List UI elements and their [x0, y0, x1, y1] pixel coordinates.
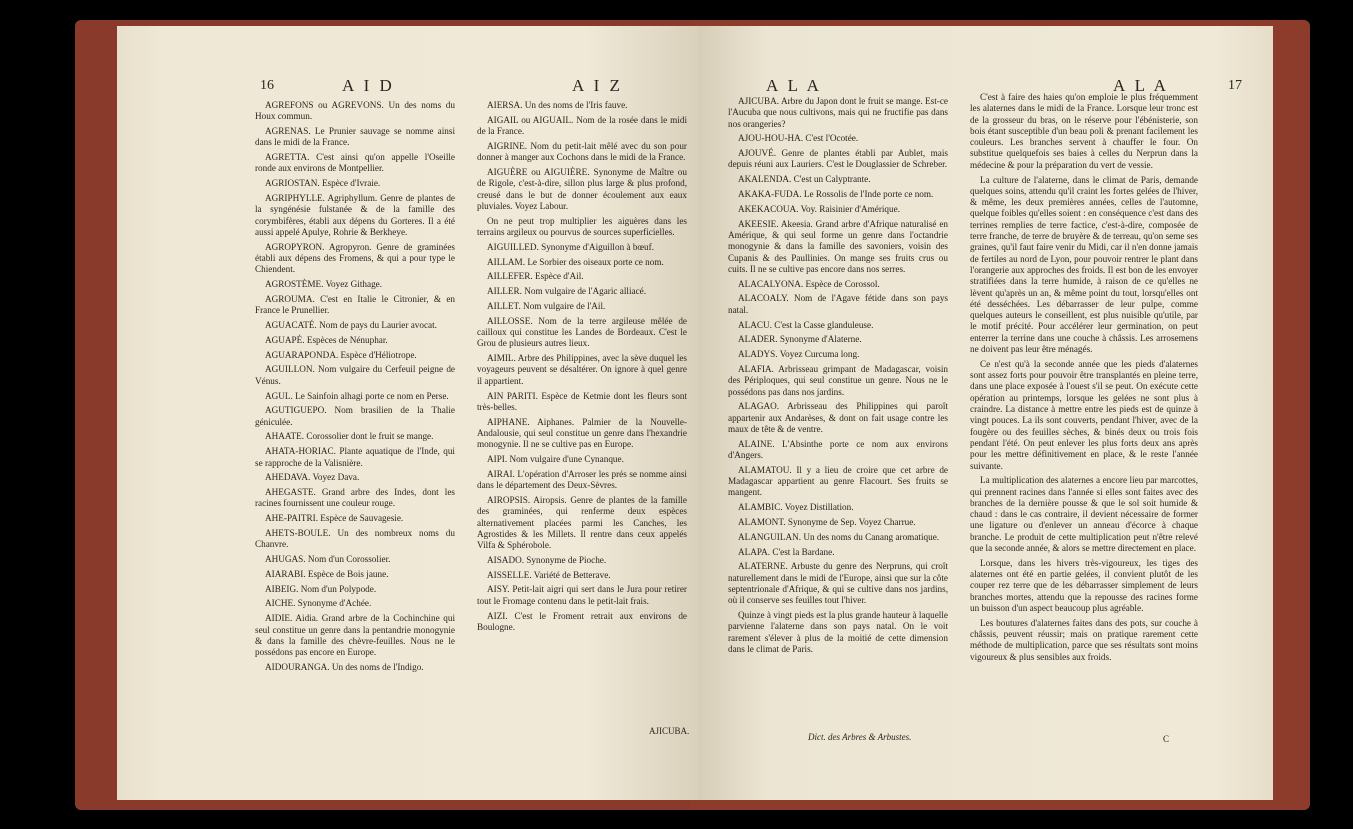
dictionary-entry: AILLOSSE. Nom de la terre argileuse mêlée de cailloux qui constitue les Landes de Bordeaux. C'est le Grou de plusieurs autres lieux. — [477, 315, 687, 349]
dictionary-entry: AHAATE. Corossolier dont le fruit se mange. — [265, 431, 434, 442]
left-page-column-2 — [477, 100, 687, 637]
dictionary-entry: AKALENDA. C'est un Calyptrante. — [738, 174, 871, 185]
dictionary-entry: AGUAPÉ. Espèces de Nénuphar. — [265, 334, 388, 345]
catchword: AJICUBA. — [649, 726, 690, 736]
dictionary-entry: AHUGAS. Nom d'un Corossolier. — [265, 554, 391, 565]
dictionary-entry: AHATA-HORIAC. Plante aquatique de l'Inde, qui se rapproche de la Valisnière. — [255, 446, 455, 468]
dictionary-entry: AIGUILLED. Synonyme d'Aiguillon à bœuf. — [487, 241, 655, 252]
signature-mark: C — [1163, 734, 1170, 744]
dictionary-entry: AISSELLE. Variété de Betterave. — [487, 569, 611, 580]
dictionary-entry: AGRIOSTAN. Espèce d'Ivraie. — [265, 178, 381, 189]
dictionary-entry: ALAINE. L'Absinthe porte ce nom aux environs d'Angers. — [728, 438, 948, 461]
dictionary-entry: AGUL. Le Sainfoin alhagi porte ce nom en Perse. — [265, 390, 449, 401]
dictionary-entry: ALAMBIC. Voyez Distillation. — [738, 502, 854, 513]
dictionary-entry: AGUILLON. Nom vulgaire du Cerfeuil peigne de Vénus. — [255, 364, 455, 386]
dictionary-entry: AGRETTA. C'est ainsi qu'on appelle l'Oseille ronde aux environs de Montpellier. — [255, 152, 455, 174]
dictionary-entry: AISY. Petit-lait aigri qui sert dans le Jura pour retirer tout le Fromage contenu dans le petit-lait frais. — [477, 584, 687, 606]
dictionary-entry: AISADO. Synonyme de Pioche. — [487, 554, 607, 565]
right-page-column-1 — [728, 96, 948, 659]
dictionary-entry: AGUARAPONDA. Espèce d'Héliotrope. — [265, 349, 417, 360]
dictionary-entry: AIDIE. Aidia. Grand arbre de la Cochinchine qui seul constitue un genre dans la pentandrie monogynie & dans la famille des chèvre-feuilles. Nous ne le possédons pas encore en Europe. — [255, 613, 455, 658]
dictionary-entry: AIPHANE. Aiphanes. Palmier de la Nouvelle-Andalousie, qui seul constitue un genre dans l'hexandrie monogynie. Il ne se cultive pas en Europe. — [477, 416, 687, 450]
running-head-left: A L A — [766, 76, 822, 95]
dictionary-entry: AILLER. Nom vulgaire de l'Agaric alliacé. — [487, 286, 647, 297]
dictionary-entry: AGROSTÈME. Voyez Githage. — [265, 279, 383, 290]
dictionary-entry: AICHE. Synonyme d'Achée. — [265, 598, 372, 609]
dictionary-entry: AGRIPHYLLE. Agriphyllum. Genre de plantes de la syngénésie fulstanée & de la famille des corymbifères, établi aux dépens du Gorteres. Il a été aussi appelé Apulye, Rohrie & Berkheye. — [255, 193, 455, 237]
dictionary-entry: ALADER. Synonyme d'Alaterne. — [738, 334, 862, 345]
dictionary-entry: ALAGAO. Arbrisseau des Philippines qui paroît appartenir aux Andarèses, & dont on fait usage contre les maux de tête & de ventre. — [728, 401, 948, 434]
left-page — [117, 26, 702, 800]
page-footer: Dict. des Arbres & Arbustes. — [808, 732, 912, 742]
dictionary-entry: AIZI. C'est le Froment retrait aux environs de Boulogne. — [477, 610, 687, 632]
dictionary-entry: AJOU-HOU-HA. C'est l'Ocotée. — [738, 133, 859, 144]
page-number-left: 16 — [260, 78, 274, 93]
dictionary-entry: ALACU. C'est la Casse glanduleuse. — [738, 319, 874, 330]
dictionary-entry: ALANGUILAN. Un des noms du Canang aromatique. — [738, 531, 940, 542]
dictionary-entry: ALAMONT. Synonyme de Sep. Voyez Charrue. — [738, 517, 916, 527]
dictionary-entry: AIRAI. L'opération d'Arroser les prés se nomme ainsi dans le département des Deux-Sèvres. — [477, 468, 687, 491]
dictionary-entry: AGRENAS. Le Prunier sauvage se nomme ainsi dans le midi de la France. — [255, 126, 455, 148]
dictionary-entry: La culture de l'alaterne, dans le climat de Paris, demande quelques soins, attendu qu'il craint les fortes gelées de l'hiver, & même, les deux premières années, celles de l'automne, quelque foibles qu'elles soient : en conséquence c'est dans des terrines remplies de terre factice, c'est-à-dire, composée de terre franche, de terre de bruyère & de terreau, qu'on seme ses graines, qu'il faut faire venir du Midi, car il n'en donne jamais de fertiles au nord de Lyon, pour pouvoir rentrer le plant dans l'orangerie aux approches des froids. Il est bon de les envoyer stratifiées dans la terre humide, à raison de ce qu'elles ne lèvent qu'après un an, & même point du tout, lorsqu'elles ont été desséchées. Les débarrasser de leur pulpe, comme quelques auteurs le conseillent, est plus nuisible qu'utile, par le motif précité. Pour accélérer leur germination, on peut enterrer la terrine dans une couche à châssis. Les arrosemens ne doivent pas leur être ménagés. — [970, 174, 1198, 355]
right-page — [698, 26, 1273, 800]
dictionary-entry: AKAKA-FUDA. Le Rossolis de l'Inde porte ce nom. — [738, 189, 934, 200]
dictionary-entry: AIBEIG. Nom d'un Polypode. — [265, 583, 377, 594]
dictionary-entry: AILLEFER. Espèce d'Ail. — [487, 271, 584, 282]
dictionary-entry: AKEESIE. Akeesia. Grand arbre d'Afrique naturalisé en Amérique, & qui seul forme un genre dans l'octandrie monogynie & dans la famille des savoniers, voisin des Cupanis & des Paullinies. On mange ses fruits crus ou cuits. Il ne se cultive pas encore dans nos serres. — [728, 218, 948, 274]
dictionary-entry: Lorsque, dans les hivers très-vigoureux, les tiges des alaternes ont été en partie gelées, il convient plutôt de les couper rez terre que de les débarrasser simplement de leurs branches mortes, attendu que la repousse des racines forme un buisson d'un aspect beaucoup plus agréable. — [970, 557, 1198, 614]
dictionary-entry: ALAPA. C'est la Bardane. — [738, 546, 835, 557]
dictionary-entry: AIGAIL ou AIGUAIL. Nom de la rosée dans le midi de la France. — [477, 114, 687, 137]
dictionary-entry: AGREFONS ou AGREVONS. Un des noms du Houx commun. — [255, 100, 455, 122]
right-page-column-2 — [970, 92, 1198, 667]
dictionary-entry: AKEKACOUA. Voy. Raisinier d'Amérique. — [738, 203, 900, 214]
page-number-right: 17 — [1228, 78, 1242, 93]
running-head-left: A I D — [342, 76, 395, 95]
dictionary-entry: ALAFIA. Arbrisseau grimpant de Madagascar, voisin des Périploques, qui seul constitue un genre. Nous ne le possédons pas dans nos jardins. — [728, 363, 948, 397]
dictionary-entry: AHEGASTE. Grand arbre des Indes, dont les racines fournissent une couleur rouge. — [255, 487, 455, 509]
left-page-column-1 — [255, 100, 455, 677]
dictionary-entry: AILLAM. Le Sorbier des oiseaux porte ce nom. — [487, 256, 664, 267]
dictionary-entry: AGROPYRON. Agropyron. Genre de graminées établi aux dépens des Fromens, & qui a pour type le Chiendent. — [255, 241, 455, 275]
dictionary-entry: AIN PARITI. Espèce de Ketmie dont les fleurs sont très-belles. — [477, 390, 687, 412]
dictionary-entry: AGUTIGUEPO. Nom brasilien de la Thalie géniculée. — [255, 405, 455, 427]
open-book — [75, 12, 1310, 817]
dictionary-entry: AHE-PAITRI. Espèce de Sauvagesie. — [265, 513, 404, 524]
dictionary-entry: AIARABI. Espèce de Bois jaune. — [265, 568, 389, 579]
dictionary-entry: AHEDAVA. Voyez Dava. — [265, 472, 360, 483]
running-head-right: A I Z — [572, 76, 623, 95]
dictionary-entry: AJICUBA. Arbre du Japon dont le fruit se mange. Est-ce l'Aucuba que nous cultivons, mais qui ne fructifie pas dans nos orangeries? — [728, 96, 948, 129]
dictionary-entry: AJOUVÉ. Genre de plantes établi par Aublet, mais depuis réuni aux Lauriers. C'est le Douglassier de Schreber. — [728, 148, 948, 170]
dictionary-entry: Ce n'est qu'à la seconde année que les pieds d'alaternes sont assez forts pour pouvoir être transplantés en pleine terre, dans une place exposée à l'ouest s'il se peut. On exécute cette opération au printemps, lorsque les gelées ne sont plus à craindre. La distance à mettre entre les pieds est de quinze à vingt pouces. La ils sont couverts, pendant l'hiver, avec de la fougère ou des feuilles sèches, & binés deux ou trois fois pendant l'été. On peut enlever les plus forts deux ans après pour les mettre définitivement en place, & le reste l'année suivante. — [970, 358, 1198, 471]
dictionary-entry: AIGRINE. Nom du petit-lait mêlé avec du son pour donner à manger aux Cochons dans le midi de la France. — [477, 140, 687, 163]
dictionary-entry: C'est à faire des haies qu'on emploie le plus fréquemment les alaternes dans le midi de la France. Lorsque leur tronc est de la grosseur du bras, on le réserve pour l'ébénisterie, son bois étant susceptible d'un beau poli & prenant facilement les couleurs. Les branches servent à chauffer le four. On substitue quelquefois ses baies à celles du Nerprun dans la médecine & pour la préparation du vert de vessie. — [970, 92, 1198, 170]
dictionary-entry: La multiplication des alaternes a encore lieu par marcottes, qui prennent racines dans l'année si elles sont faites avec des branches de la dernière pousse & que le sol soit humide & chaud : dans le cas contraire, il devient nécessaire de former une ligature ou d'enlever un anneau d'écorce à chaque branche. Le produit de cette multiplication peut n'être relevé que la seconde année, & alors se mettre directement en place. — [970, 475, 1198, 554]
dictionary-entry: AIMIL. Arbre des Philippines, avec la sève duquel les voyageurs peuvent se désaltérer. On ignore à quel genre il appartient. — [477, 353, 687, 386]
dictionary-entry: Les boutures d'alaternes faites dans des pots, sur couche à châssis, peuvent réussir; mais on pratique rarement cette méthode de multiplication, parce que ses résultats sont moins vigoureux & plus sensibles aux froids. — [970, 617, 1198, 662]
dictionary-entry: ALADYS. Voyez Curcuma long. — [738, 349, 860, 360]
dictionary-entry: On ne peut trop multiplier les aiguères dans les terrains argileux ou pourvus de sources superficielles. — [477, 215, 687, 237]
dictionary-entry: AIDOURANGA. Un des noms de l'Indigo. — [265, 661, 424, 672]
dictionary-entry: ALACALYONA. Espèce de Corossol. — [738, 278, 880, 289]
dictionary-entry: AGUACATÉ. Nom de pays du Laurier avocat. — [265, 320, 437, 331]
dictionary-entry: AGROUMA. C'est en Italie le Citronier, & en France le Prunellier. — [255, 293, 455, 316]
running-head-right: A L A — [1113, 76, 1169, 95]
dictionary-entry: AIERSA. Un des noms de l'Iris fauve. — [487, 100, 628, 110]
dictionary-entry: AIGUÈRE ou AIGUIÈRE. Synonyme de Maître ou de Rigole, c'est-à-dire, sillon plus large & plus profond, creusé dans le but de donner écoulement aux eaux pluviales. Voyez Labour. — [477, 166, 687, 211]
dictionary-entry: ALAMATOU. Il y a lieu de croire que cet arbre de Madagascar appartient au genre Flacourt. Ses fruits se mangent. — [728, 464, 948, 498]
dictionary-entry: AILLET. Nom vulgaire de l'Ail. — [487, 300, 606, 311]
dictionary-entry: ALATERNE. Arbuste du genre des Nerpruns, qui croît naturellement dans le midi de l'Europe, ainsi que sur la côte septentrionale d'Afrique, & qui se cultive dans nos jardins, où il conserve ses feuilles tout l'hiver. — [728, 561, 948, 606]
dictionary-entry: AHETS-BOULE. Un des nombreux noms du Chanvre. — [255, 528, 455, 550]
dictionary-entry: AIROPSIS. Airopsis. Genre de plantes de la famille des graminées, qui renferme deux espèces alternativement placées parmi les Canches, les Agrostides & les Millets. Il rentre dans ceux appelés Vilfa & Sphérobole. — [477, 494, 687, 551]
dictionary-entry: AIPI. Nom vulgaire d'une Cynanque. — [487, 454, 624, 465]
dictionary-entry: ALACOALY. Nom de l'Agave fétide dans son pays natal. — [728, 293, 948, 315]
dictionary-entry: Quinze à vingt pieds est la plus grande hauteur à laquelle parvienne l'alaterne dans son pays natal. On le voit rarement s'élever à plus de la moitié de cette dimension dans le climat de Paris. — [728, 610, 948, 654]
